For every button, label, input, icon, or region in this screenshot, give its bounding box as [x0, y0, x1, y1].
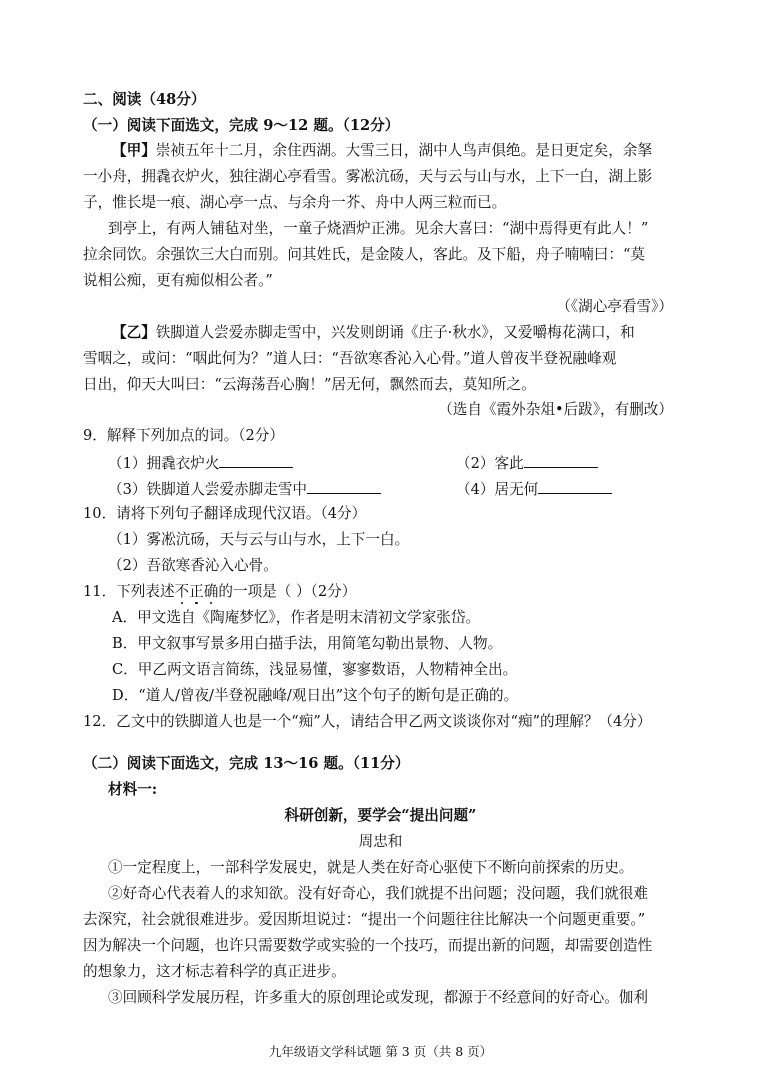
q9-item-1: （1）拥毳衣炉火: [108, 455, 220, 472]
jia-line-4: 到亭上，有两人铺毡对坐，一童子烧酒炉正沸。见余大喜曰：“湖中焉得更有此人！”: [108, 220, 649, 237]
paragraph-line: 的想象力，这才标志着科学的真正进步。: [83, 963, 346, 980]
yi-line-3: 日出，仰天大叫曰：“云海荡吾心胸！”居无何，飘然而去，莫知所之。: [83, 376, 536, 393]
part2-heading: （二）阅读下面选文，完成 13～16 题。（11分）: [83, 755, 410, 772]
jia-line-1: 【甲】崇祯五年十二月，余住西湖。大雪三日，湖中人鸟声俱绝。是日更定矣，余拏: [112, 142, 652, 159]
q9-row-1: [108, 452, 668, 472]
jia-line-3: 子，惟长堤一痕、湖心亭一点、与余舟一芥、舟中人两三粒而已。: [83, 194, 507, 211]
q11-stem: 11．下列表述不正确的一项是（ ）（2分）: [83, 583, 357, 600]
paragraph-line: ①一定程度上，一部科学发展史，就是人类在好奇心驱使下不断向前探索的历史。: [108, 859, 634, 876]
yi-marker: 【乙】: [112, 324, 156, 341]
q9-item-3: （3）铁脚道人尝爱赤脚走雪中: [108, 481, 308, 498]
article-title: 科研创新，要学会“提出问题”: [284, 807, 477, 824]
dotted-char: 不: [174, 583, 190, 600]
section-heading: 二、阅读（48分）: [83, 91, 206, 108]
paragraph-line: 因为解决一个问题，也许只需要数学或实验的一个技巧，而提出新的问题，却需要创造性: [83, 937, 653, 954]
paragraph-line: 去深究，社会就很难进步。爱因斯坦说过：“提出一个问题往往比解决一个问题更重要。”: [83, 911, 646, 928]
q9-item-4: （4）居无何: [456, 481, 539, 498]
yi-line-1: 【乙】铁脚道人尝爱赤脚走雪中，兴发则朗诵《庄子·秋水》，又爱嚼梅花满口，和: [112, 324, 635, 341]
q10-sentence-1: （1）雾凇沆砀，天与云与山与水，上下一白。: [108, 531, 410, 548]
article-author: 周忠和: [358, 833, 403, 850]
yi-source: （选自《霞外杂俎•后跋》，有删改）: [438, 401, 673, 418]
q11-option-c: C．甲乙两文语言简练，浅显易懂，寥寥数语，人物精神全出。: [112, 661, 518, 678]
q9-row-2: [108, 478, 668, 498]
dotted-char: 确: [203, 583, 219, 600]
paragraph-line: ②好奇心代表着人的求知欲。没有好奇心，我们就提不出问题；没问题，我们就很难: [108, 885, 648, 902]
q9-blank-2: [524, 452, 598, 468]
jia-line-5: 拉余同饮。余强饮三大白而别。问其姓氏，是金陵人，客此。及下船，舟子喃喃曰：“莫: [83, 246, 646, 263]
yi-line-2: 雪咽之，或问：“咽此何为？”道人曰：“吾欲寒香沁入心骨。”道人曾夜半登祝融峰观: [83, 350, 617, 367]
q9-blank-3: [307, 478, 381, 494]
q9-item-2: （2）客此: [456, 455, 524, 472]
page-footer: 九年级语文学科试题 第 3 页（共 8 页）: [268, 1044, 493, 1059]
dotted-char: 正: [189, 583, 204, 600]
q11-option-b: B．甲文叙事写景多用白描手法，用简笔勾勒出景物、人物。: [112, 635, 503, 652]
jia-marker: 【甲】: [112, 142, 156, 159]
q10-sentence-2: （2）吾欲寒香沁入心骨。: [108, 557, 278, 574]
q9-blank-1: [219, 452, 293, 468]
q12-stem: 12．乙文中的铁脚道人也是一个“痴”人，请结合甲乙两文谈谈你对“痴”的理解？（4分）: [83, 713, 652, 730]
q10-stem: 10．请将下列句子翻译成现代汉语。（4分）: [83, 505, 367, 522]
q9-stem: 9．解释下列加点的词。（2分）: [83, 427, 284, 444]
q11-option-d: D．“道人/曾夜/半登祝融峰/观日出”这个句子的断句是正确的。: [112, 687, 519, 704]
paragraph-line: ③回顾科学发展历程，许多重大的原创理论或发现，都源于不经意间的好奇心。伽利: [108, 989, 648, 1006]
part1-heading: （一）阅读下面选文，完成 9～12 题。（12分）: [83, 117, 400, 134]
jia-line-2: 一小舟，拥毳衣炉火，独往湖心亭看雪。雾凇沆砀，天与云与山与水，上下一白，湖上影: [83, 168, 653, 185]
q9-blank-4: [538, 478, 612, 494]
q11-option-a: A．甲文选自《陶庵梦忆》，作者是明末清初文学家张岱。: [112, 609, 481, 626]
jia-line-6: 说相公痴，更有痴似相公者。”: [83, 272, 273, 289]
material-label: 材料一:: [108, 781, 158, 798]
jia-source: （《湖心亭看雪》）: [556, 298, 673, 315]
